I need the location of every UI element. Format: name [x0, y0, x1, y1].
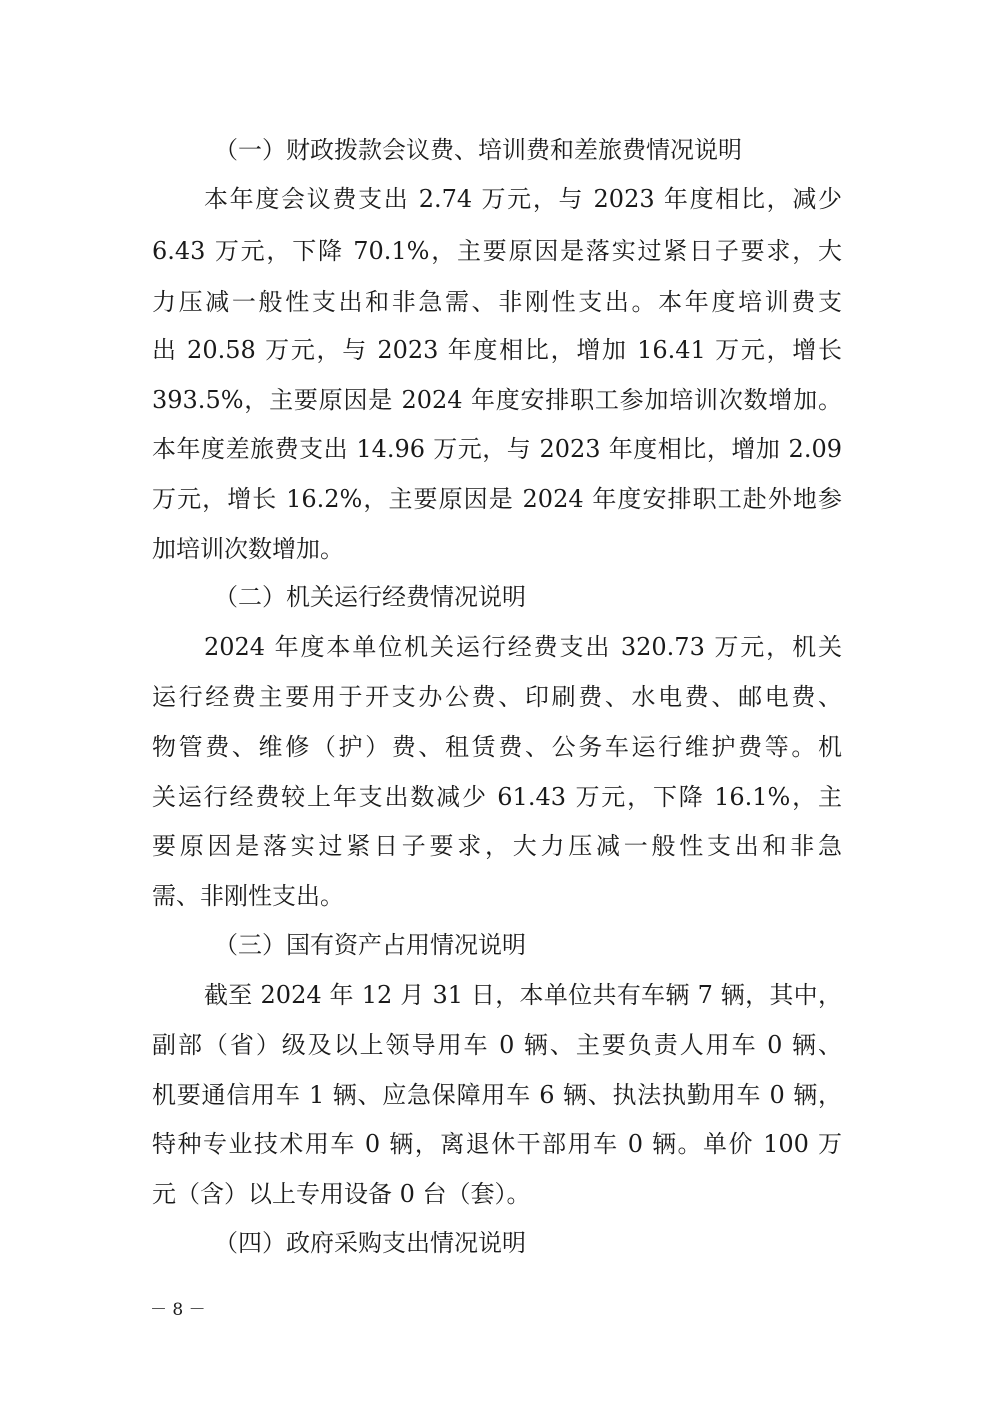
paragraph-line: 本年度会议费支出 2.74 万元，与 2023 年度相比，减少	[204, 185, 842, 213]
paragraph-line: 元（含）以上专用设备 0 台（套）。	[152, 1180, 531, 1208]
paragraph-line: 出 20.58 万元，与 2023 年度相比，增加 16.41 万元，增长	[152, 336, 842, 364]
paragraph-line: 2024 年度本单位机关运行经费支出 320.73 万元，机关	[204, 633, 842, 661]
paragraph-line: 需、非刚性支出。	[152, 882, 344, 910]
paragraph-line: 万元，增长 16.2%，主要原因是 2024 年度安排职工赴外地参	[152, 485, 842, 513]
paragraph-line: 机要通信用车 1 辆、应急保障用车 6 辆、执法执勤用车 0 辆，	[152, 1081, 842, 1109]
paragraph-line: 要原因是落实过紧日子要求，大力压减一般性支出和非急	[152, 832, 842, 860]
paragraph-line: 截至 2024 年 12 月 31 日，本单位共有车辆 7 辆，其中，	[204, 981, 842, 1009]
paragraph-line: 6.43 万元，下降 70.1%，主要原因是落实过紧日子要求，大	[152, 237, 842, 265]
paragraph-line: 副部（省）级及以上领导用车 0 辆、主要负责人用车 0 辆、	[152, 1031, 842, 1059]
paragraph-line: 特种专业技术用车 0 辆，离退休干部用车 0 辆。单价 100 万	[152, 1130, 842, 1158]
page-number: － 8 －	[150, 1300, 206, 1320]
paragraph-line: 物管费、维修（护）费、租赁费、公务车运行维护费等。机	[152, 733, 842, 761]
paragraph-line: 本年度差旅费支出 14.96 万元，与 2023 年度相比，增加 2.09	[152, 435, 842, 463]
paragraph-line: 393.5%，主要原因是 2024 年度安排职工参加培训次数增加。	[152, 386, 842, 414]
section-heading-2: （二）机关运行经费情况说明	[214, 583, 526, 611]
section-heading-3: （三）国有资产占用情况说明	[214, 931, 526, 959]
section-heading-4: （四）政府采购支出情况说明	[214, 1229, 526, 1257]
paragraph-line: 力压减一般性支出和非急需、非刚性支出。本年度培训费支	[152, 288, 842, 316]
section-heading-1: （一）财政拨款会议费、培训费和差旅费情况说明	[214, 136, 742, 164]
paragraph-line: 运行经费主要用于开支办公费、印刷费、水电费、邮电费、	[152, 683, 842, 711]
paragraph-line: 加培训次数增加。	[152, 535, 344, 563]
paragraph-line: 关运行经费较上年支出数减少 61.43 万元，下降 16.1%，主	[152, 783, 842, 811]
